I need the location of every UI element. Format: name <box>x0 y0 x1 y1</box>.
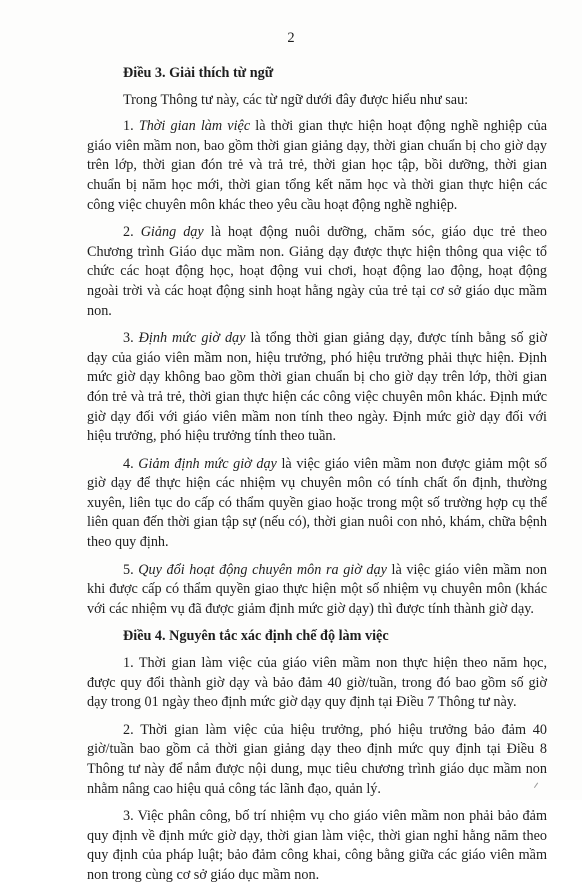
article-4-item-1: 1. Thời gian làm việc của giáo viên mầm non thực hiện theo năm học, được quy đổi thành giờ dạy và bảo đảm 40 giờ/tuần, trong đó bao gồm số giờ dạy trong 01 ngày theo định mức giờ dạy quy định tại Điều 7 Thông tư này. <box>87 655 547 711</box>
defined-term: Thời gian làm việc <box>138 118 251 135</box>
article-3-item-5 <box>87 561 547 620</box>
article-3-intro: Trong Thông tư này, các từ ngữ dưới đây được hiểu như sau: <box>123 91 469 108</box>
page-number: 2 <box>287 30 295 46</box>
definition-text: là việc giáo viên mầm non được giảm một số giờ dạy để thực hiện các nhiệm vụ chuyên môn có tính chất ổn định, thường xuyên, liên tục do cấp có thẩm quyền giao hoặc trong một số trường hợp cụ thể liên quan đến thời gian tập sự (nếu có), thời gian nuôi con nhỏ, khám, chữa bệnh theo quy định. <box>87 455 548 551</box>
article-3-item-3 <box>87 329 547 447</box>
article-4-heading: Điều 4. Nguyên tắc xác định chế độ làm việc <box>123 628 389 645</box>
article-3-heading: Điều 3. Giải thích từ ngữ <box>123 65 274 81</box>
article-3-item-1 <box>87 117 547 215</box>
item-number: 2. <box>123 224 141 241</box>
defined-term: Giảm định mức giờ dạy <box>138 455 277 472</box>
defined-term: Quy đổi hoạt động chuyên môn ra giờ dạy <box>138 561 387 578</box>
defined-term: Định mức giờ dạy <box>138 330 246 347</box>
item-number: 5. <box>123 561 139 578</box>
definition-text: là hoạt động nuôi dưỡng, chăm sóc, giáo dục trẻ theo Chương trình Giáo dục mầm non. Giảng dạy được thực hiện thông qua việc tổ chức các hoạt động học, hoạt động vui chơi, hoạt động lao động, hoạt động ngoài trời và các hoạt động sinh hoạt hằng ngày của trẻ tại cơ sở giáo dục mầm non. <box>87 224 547 319</box>
item-number: 4. <box>123 455 139 472</box>
definition-text: là việc giáo viên mầm non khi được cấp có thẩm quyền giao thực hiện một số nhiệm vụ chuyên môn (khác với các nhiệm vụ đã được giảm định mức giờ dạy) thì được tính thành giờ dạy. <box>87 561 547 617</box>
definition-text: là thời gian thực hiện hoạt động nghề nghiệp của giáo viên mầm non, bao gồm thời gian giảng dạy, thời gian chuẩn bị cho giờ dạy trên lớp, thời gian đón trẻ và trả trẻ, thời gian học tập, bồi dưỡng, thời gian chuẩn bị năm học mới, thời gian tổng kết năm học và thời gian thực hiện các công việc chuyên môn khác theo yêu cầu hoạt động nghề nghiệp. <box>87 118 548 213</box>
article-3-item-4 <box>87 455 547 553</box>
item-number: 3. <box>123 330 139 347</box>
definition-text: là tổng thời gian giảng dạy, được tính bằng số giờ dạy của giáo viên mầm non, hiệu trưởng, phó hiệu trưởng phải thực hiện. Định mức giờ dạy không bao gồm thời gian chuẩn bị cho giờ dạy trên lớp, thời gian đón trẻ và trả trẻ, thời gian thực hiện các công việc chuyên môn khác. Định mức giờ dạy đối với giáo viên mầm non tính theo ngày. Định mức giờ dạy đối với hiệu trưởng, phó hiệu trưởng tính theo tuần. <box>87 330 547 445</box>
document-body <box>87 64 547 894</box>
item-number: 1. <box>123 118 139 135</box>
article-3-item-2 <box>87 223 547 321</box>
defined-term: Giảng dạy <box>140 224 204 241</box>
article-4-item-3: 3. Việc phân công, bố trí nhiệm vụ cho giáo viên mầm non phải bảo đảm quy định về định mức giờ dạy, thời gian làm việc, thời gian nghỉ hằng năm theo quy định của pháp luật; bảo đảm công khai, công bằng giữa các giáo viên mầm non trong cùng cơ sở giáo dục mầm non. <box>87 808 547 883</box>
article-4-item-2: 2. Thời gian làm việc của hiệu trưởng, phó hiệu trưởng bảo đảm 40 giờ/tuần bao gồm cả thời gian giảng dạy theo định mức quy định tại Điều 8 Thông tư này để nắm được nội dung, mục tiêu chương trình giáo dục mầm non nhằm nâng cao hiệu quả công tác lãnh đạo, quản lý. <box>87 721 547 797</box>
